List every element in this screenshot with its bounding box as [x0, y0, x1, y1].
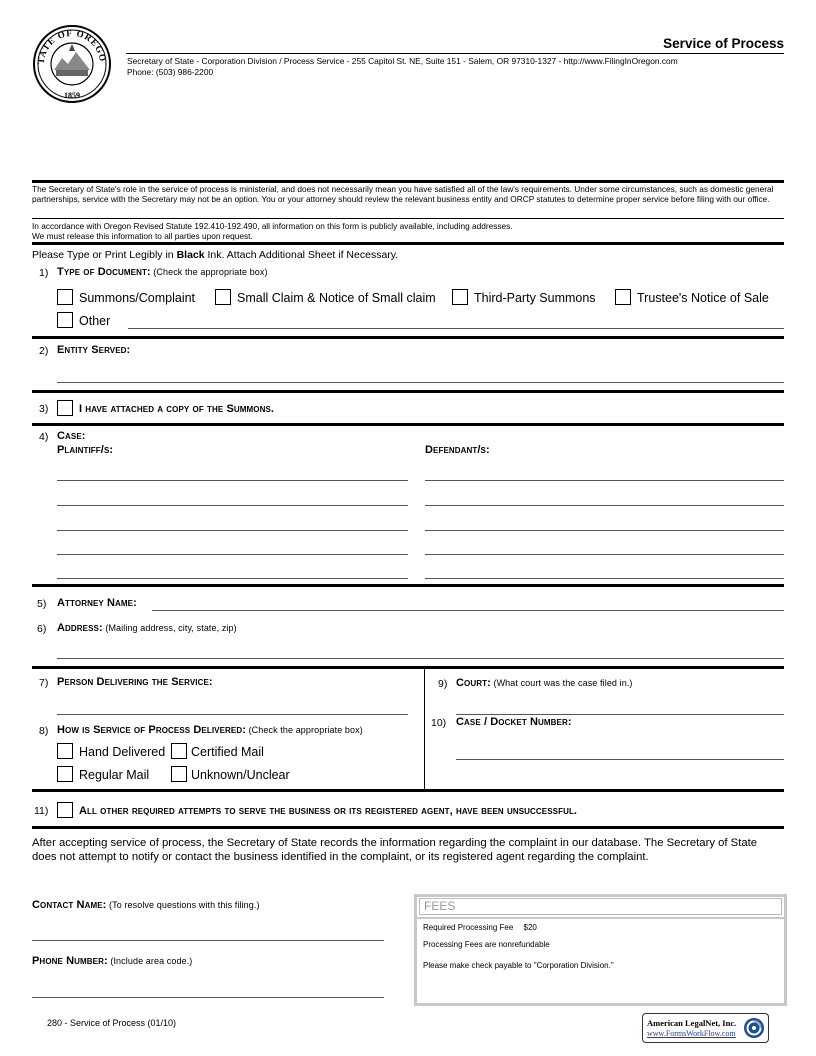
- seal-top-text: TATE OF OREGO: [35, 27, 109, 65]
- attempts-unsuccessful-checkbox[interactable]: [57, 802, 73, 818]
- unknown-unclear-label: Unknown/Unclear: [191, 768, 290, 782]
- plaintiff-line[interactable]: [57, 505, 408, 506]
- third-party-summons-label: Third-Party Summons: [474, 291, 596, 305]
- section-1-number: 1): [39, 267, 49, 279]
- section-rule-3: [32, 423, 784, 426]
- instruction-post: Ink. Attach Additional Sheet if Necessary.: [204, 249, 399, 261]
- section-4-number: 4): [39, 431, 49, 443]
- plaintiffs-label: Plaintiff/s:: [57, 444, 114, 456]
- legalnet-logo: [642, 1013, 769, 1043]
- defendants-label: Defendant/s:: [425, 444, 490, 456]
- svg-text:STATE OF OREGON: [32, 24, 108, 64]
- address-label: [57, 622, 237, 634]
- section-10-number: 10): [431, 717, 447, 729]
- section-rule-1: [32, 336, 784, 339]
- docket-number-field[interactable]: [456, 759, 784, 760]
- small-claim-label: Small Claim & Notice of Small claim: [237, 291, 436, 305]
- third-party-summons-checkbox[interactable]: [452, 289, 468, 305]
- processing-fee-value: $20: [523, 923, 537, 932]
- entity-served-field[interactable]: [57, 382, 784, 383]
- section-8-number: 8): [39, 725, 49, 737]
- phone-number-label: [32, 955, 192, 967]
- hand-delivered-checkbox[interactable]: [57, 743, 73, 759]
- type-of-document-label: [57, 266, 268, 278]
- defendant-line[interactable]: [425, 554, 784, 555]
- fees-payable-note: Please make check payable to "Corporation Division.": [423, 961, 614, 970]
- address-field[interactable]: [57, 658, 784, 659]
- entity-served-label: Entity Served:: [57, 344, 131, 356]
- address-note: (Mailing address, city, state, zip): [102, 623, 237, 633]
- phone-number-field[interactable]: [32, 997, 384, 998]
- delivery-method-title: How is Service of Process Delivered:: [57, 724, 246, 736]
- docket-number-label: Case / Docket Number:: [456, 716, 572, 728]
- legalnet-url[interactable]: www.FormsWorkFlow.com: [647, 1029, 736, 1038]
- processing-fee-row: [423, 923, 537, 932]
- section-5-number: 5): [37, 598, 47, 610]
- intro-bottom-rule: [32, 242, 784, 245]
- fees-title: FEES: [419, 898, 782, 915]
- court-field[interactable]: [456, 714, 784, 715]
- plaintiff-line[interactable]: [57, 480, 408, 481]
- intro-top-rule: [32, 180, 784, 183]
- section-2-number: 2): [39, 345, 49, 357]
- legalnet-name: American LegalNet, Inc.: [647, 1018, 737, 1028]
- summons-complaint-checkbox[interactable]: [57, 289, 73, 305]
- trustees-notice-checkbox[interactable]: [615, 289, 631, 305]
- intro-divider: [32, 218, 784, 219]
- other-specify-field[interactable]: [128, 328, 784, 329]
- closing-statement: After accepting service of process, the Secretary of State records the information regarding the complaint in our database. The Secretary of State does not attempt to notify or contact the business identified in the complaint, or its registered agent regarding the complaint.: [32, 837, 758, 863]
- summons-attached-label: I have attached a copy of the Summons.: [79, 403, 275, 415]
- address-title: Address:: [57, 622, 103, 634]
- person-delivering-field[interactable]: [57, 714, 408, 715]
- attorney-name-field[interactable]: [152, 610, 784, 611]
- plaintiff-line[interactable]: [57, 554, 408, 555]
- contact-name-title: Contact Name:: [32, 899, 107, 911]
- court-note: (What court was the case filed in.): [490, 678, 633, 688]
- section-6-number: 6): [37, 623, 47, 635]
- other-label: Other: [79, 314, 111, 328]
- defendant-line[interactable]: [425, 505, 784, 506]
- contact-name-label: [32, 899, 260, 911]
- fees-title-rule: [417, 917, 784, 919]
- type-of-document-note: (Check the appropriate box): [150, 267, 268, 277]
- statute-line-2: We must release this information to all parties upon request.: [32, 231, 253, 241]
- certified-mail-checkbox[interactable]: [171, 743, 187, 759]
- public-record-notice: [32, 221, 513, 241]
- phone-number-title: Phone Number:: [32, 955, 108, 967]
- section-rule-5: [32, 666, 784, 669]
- processing-fee-label: Required Processing Fee: [423, 923, 514, 932]
- section-11-number: 11): [34, 805, 49, 817]
- section-7-number: 7): [39, 677, 49, 689]
- attempts-unsuccessful-label: All other required attempts to serve the business or its registered agent, have been unsuccessful.: [79, 805, 578, 817]
- person-delivering-label: Person Delivering the Service:: [57, 676, 213, 688]
- defendant-line[interactable]: [425, 480, 784, 481]
- summons-attached-checkbox[interactable]: [57, 400, 73, 416]
- section-rule-2: [32, 390, 784, 393]
- court-label: [456, 677, 633, 689]
- statute-line-1: In accordance with Oregon Revised Statute 192.410-192.490, all information on this form is publicly available, including addresses.: [32, 221, 513, 231]
- type-of-document-title: Type of Document:: [57, 266, 151, 278]
- section-9-number: 9): [438, 678, 448, 690]
- state-seal: [32, 24, 112, 104]
- case-label: Case:: [57, 430, 86, 442]
- delivery-method-note: (Check the appropriate box): [245, 725, 363, 735]
- office-phone: Phone: (503) 986-2200: [127, 67, 214, 77]
- instruction-pre: Please Type or Print Legibly in: [32, 249, 177, 261]
- seal-year: 1859: [64, 91, 80, 100]
- court-title: Court:: [456, 677, 491, 689]
- regular-mail-checkbox[interactable]: [57, 766, 73, 782]
- workflow-icon: [743, 1017, 765, 1039]
- defendant-line[interactable]: [425, 578, 784, 579]
- trustees-notice-label: Trustee's Notice of Sale: [637, 291, 769, 305]
- section-rule-4: [32, 584, 784, 587]
- section-rule-7: [32, 826, 784, 829]
- contact-name-note: (To resolve questions with this filing.): [106, 900, 260, 910]
- delivery-method-label: [57, 724, 363, 736]
- section-3-number: 3): [39, 403, 49, 415]
- other-checkbox[interactable]: [57, 312, 73, 328]
- unknown-unclear-checkbox[interactable]: [171, 766, 187, 782]
- office-address: Secretary of State - Corporation Division / Process Service - 255 Capitol St. NE, Suite 151 - Salem, OR 97310-1327 - http://www.FilingInOregon.com: [127, 56, 678, 66]
- summons-complaint-label: Summons/Complaint: [79, 291, 196, 305]
- plaintiff-line[interactable]: [57, 578, 408, 579]
- column-divider: [424, 669, 425, 790]
- certified-mail-label: Certified Mail: [191, 745, 264, 759]
- role-disclaimer: The Secretary of State's role in the service of process is ministerial, and does not necessarily mean you have satisfied all of the law's requirements. Under some circumstances, such as domestic general partnerships, service with the Secretary may not be an option. You or your attorney should review the relevant business entity and ORCP statutes to determine proper service before filing with our office.: [32, 184, 774, 204]
- form-title: Service of Process: [663, 36, 784, 51]
- ink-instruction: [32, 249, 398, 261]
- plaintiff-line[interactable]: [57, 530, 408, 531]
- fees-box: [414, 894, 787, 1006]
- section-rule-6: [32, 789, 784, 792]
- form-id: 280 - Service of Process (01/10): [47, 1018, 177, 1028]
- attorney-name-label: Attorney Name:: [57, 597, 137, 609]
- hand-delivered-label: Hand Delivered: [79, 745, 166, 759]
- header-rule: [126, 53, 784, 54]
- fees-nonrefundable: Processing Fees are nonrefundable: [423, 940, 550, 949]
- defendant-line[interactable]: [425, 530, 784, 531]
- contact-name-field[interactable]: [32, 940, 384, 941]
- phone-number-note: (Include area code.): [107, 956, 193, 966]
- regular-mail-label: Regular Mail: [79, 768, 150, 782]
- small-claim-checkbox[interactable]: [215, 289, 231, 305]
- instruction-bold: Black: [176, 249, 205, 261]
